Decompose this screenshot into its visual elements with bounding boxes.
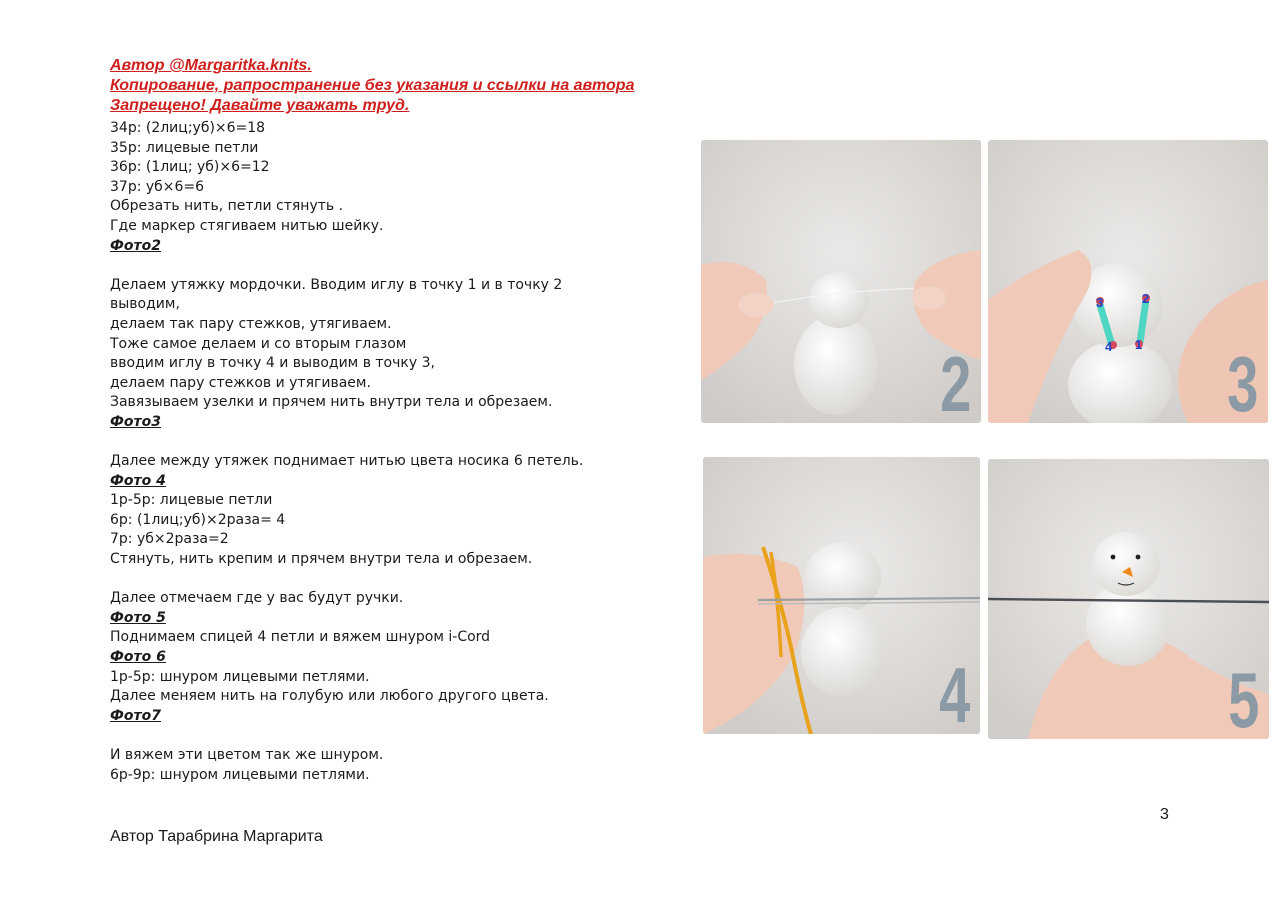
blank-line — [110, 726, 690, 746]
instruction-line: 6р: (1лиц;уб)×2раза= 4 — [110, 511, 286, 528]
photo-number: 5 — [1227, 656, 1259, 739]
photo-number: 3 — [1226, 340, 1258, 423]
instruction-line: Обрезать нить, петли стянуть . — [110, 198, 344, 215]
photo-number: 4 — [938, 651, 970, 734]
photo-5 — [988, 459, 1269, 739]
photo-label: Фото3 — [110, 413, 161, 430]
photo-3-illustration — [988, 140, 1268, 423]
photo-3 — [988, 140, 1268, 423]
blank-line — [110, 570, 690, 590]
marker-label: 1 — [1135, 337, 1143, 352]
instruction-line: Тоже самое делаем и со вторым глазом — [110, 335, 407, 352]
instruction-line: 1р-5р: лицевые петли — [110, 492, 273, 509]
photo-label: Фото2 — [110, 237, 161, 254]
photo-label: Фото7 — [110, 707, 161, 724]
author-notice — [110, 56, 690, 116]
marker-label: 3 — [1096, 295, 1104, 310]
instruction-line: Где маркер стягиваем нитью шейку. — [110, 217, 384, 234]
instruction-line: 1р-5р: шнуром лицевыми петлями. — [110, 668, 370, 685]
instruction-line: Делаем утяжку мордочки. Вводим иглу в точку 1 и в точку 2 — [110, 276, 563, 293]
instruction-line: делаем пару стежков и утягиваем. — [110, 374, 371, 391]
instruction-line: Завязываем узелки и прячем нить внутри тела и обрезаем. — [110, 394, 553, 411]
author-handle: Автор @Margaritka.knits. — [110, 57, 312, 74]
instruction-line: Поднимаем спицей 4 петли и вяжем шнуром i-Cord — [110, 629, 491, 646]
photo-4 — [703, 457, 980, 734]
instruction-line: Далее между утяжек поднимает нитью цвета носика 6 петель. — [110, 453, 584, 470]
instruction-line: И вяжем эти цветом так же шнуром. — [110, 747, 384, 763]
photo-5-illustration — [988, 459, 1269, 739]
instruction-line: 34р: (2лиц;уб)×6=18 — [110, 120, 266, 136]
instruction-line: 35р: лицевые петли — [110, 139, 259, 156]
instruction-line: Далее отмечаем где у вас будут ручки. — [110, 590, 404, 607]
photo-number: 2 — [939, 340, 971, 423]
instruction-line: Далее меняем нить на голубую или любого другого цвета. — [110, 688, 549, 705]
blank-line — [110, 256, 690, 276]
instruction-line: 37р: уб×6=6 — [110, 178, 205, 195]
instruction-line: 6р-9р: шнуром лицевыми петлями. — [110, 766, 370, 783]
instruction-line: выводим, — [110, 296, 180, 313]
instruction-line: вводим иглу в точку 4 и выводим в точку 3, — [110, 355, 435, 372]
blank-line — [110, 433, 690, 453]
page-number: 3 — [1160, 806, 1169, 823]
knitting-instructions — [110, 119, 690, 785]
photo-label: Фото 6 — [110, 649, 166, 666]
photo-label: Фото 4 — [110, 472, 166, 489]
marker-label: 2 — [1142, 291, 1150, 306]
photo-2 — [701, 140, 981, 423]
instruction-line: делаем так пару стежков, утягиваем. — [110, 315, 392, 332]
copyright-warning-2: Запрещено! Давайте уважать труд. — [110, 97, 410, 114]
footer-author: Автор Тарабрина Маргарита — [110, 828, 323, 845]
copyright-warning: Копирование, рапространение без указания и ссылки на автора — [110, 77, 635, 94]
photo-label: Фото 5 — [110, 609, 166, 626]
instruction-line: 7р: уб×2раза=2 — [110, 531, 229, 548]
photo-2-illustration — [701, 140, 981, 423]
instruction-line: 36р: (1лиц; уб)×6=12 — [110, 159, 270, 176]
instruction-line: Стянуть, нить крепим и прячем внутри тела и обрезаем. — [110, 551, 533, 568]
marker-label: 4 — [1105, 339, 1113, 354]
